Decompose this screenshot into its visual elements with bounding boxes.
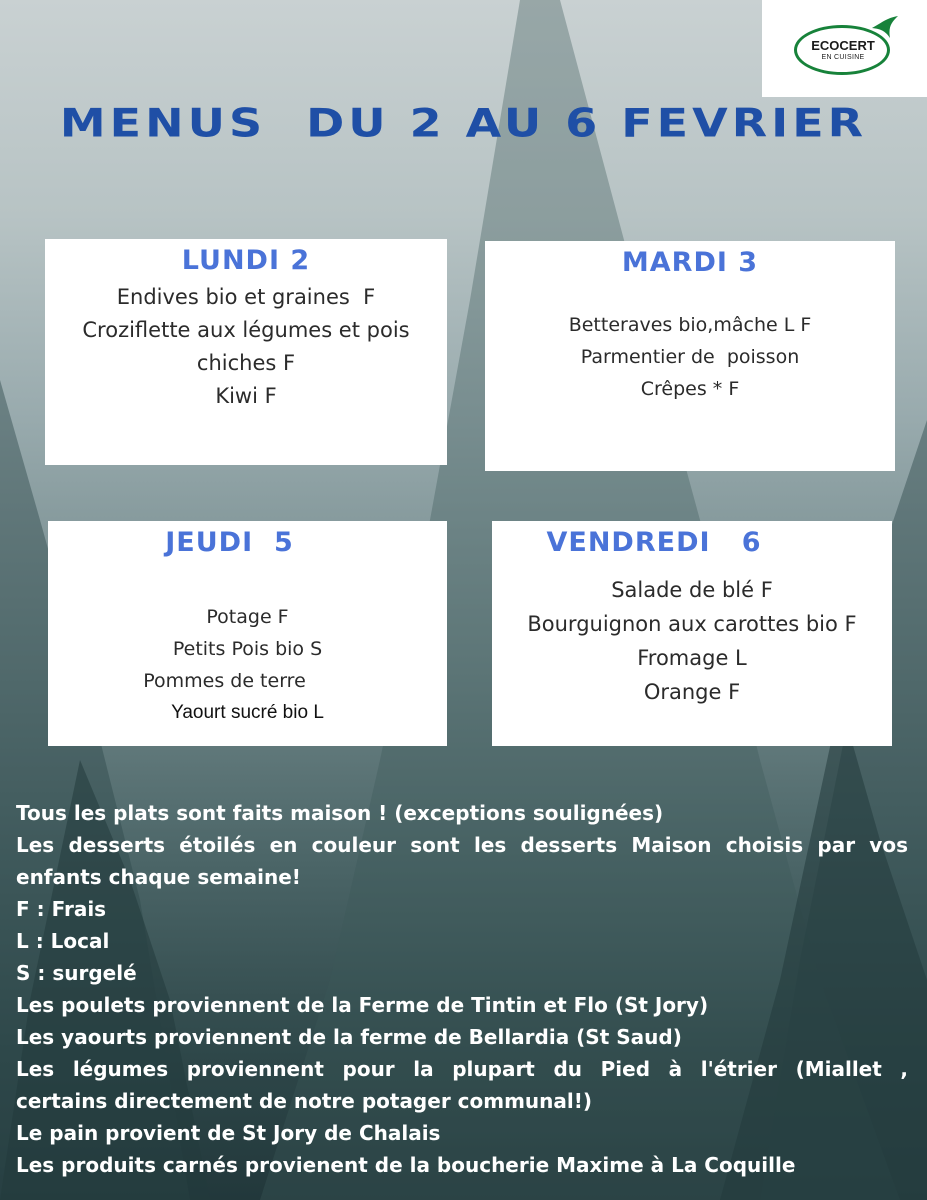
menu-item: Kiwi F (215, 384, 277, 408)
day-title: VENDREDI 6 (546, 527, 762, 558)
menu-item: Endives bio et graines F (116, 285, 376, 309)
day-title: LUNDI 2 (181, 245, 311, 276)
ecocert-logo (762, 0, 927, 97)
menu-card-tuesday (485, 241, 895, 471)
menu-item: Pommes de terre (143, 670, 306, 692)
menu-item: Orange F (643, 680, 741, 704)
note-line: Le pain provient de St Jory de Chalais (16, 1121, 441, 1145)
menu-item: Petits Pois bio S (172, 638, 323, 660)
menu-item: Yaourt sucré bio L (171, 702, 324, 723)
note-line: L : Local (16, 929, 110, 953)
menu-card-friday (492, 521, 892, 746)
note-line: certains directement de notre potager communal!) (16, 1089, 593, 1113)
note-line: Tous les plats sont faits maison ! (exceptions soulignées) (16, 801, 664, 825)
menu-item: Croziflette aux légumes et pois (82, 318, 410, 342)
menu-card-thursday (48, 521, 447, 746)
menu-item: chiches F (196, 351, 296, 375)
menu-item: Betteraves bio,mâche L F (568, 314, 812, 336)
note-line: Les légumes proviennent pour la plupart du Pied à l'étrier (Miallet , (16, 1057, 908, 1081)
note-line: Les poulets proviennent de la Ferme de Tintin et Flo (St Jory) (16, 993, 709, 1017)
menu-item: Parmentier de poisson (580, 346, 800, 368)
note-line: Les produits carnés provienent de la boucherie Maxime à La Coquille (16, 1153, 796, 1177)
menu-card-monday (45, 239, 447, 465)
note-line: enfants chaque semaine! (16, 865, 301, 889)
page-title: MENUS DU 2 AU 6 FEVRIER (59, 100, 868, 146)
note-line: S : surgelé (16, 961, 137, 985)
note-line: Les yaourts proviennent de la ferme de Bellardia (St Saud) (16, 1025, 682, 1049)
menu-item: Fromage L (637, 646, 747, 670)
note-line: Les desserts étoilés en couleur sont les desserts Maison choisis par vos (16, 833, 908, 857)
logo-subtitle: EN CUISINE (821, 54, 865, 61)
swallow-icon (870, 14, 900, 40)
logo-name: ECOCERT (811, 38, 875, 53)
notes-section (16, 797, 908, 1181)
note-line: F : Frais (16, 897, 107, 921)
menu-item: Salade de blé F (611, 578, 773, 602)
menu-item: Bourguignon aux carottes bio F (527, 612, 857, 636)
menu-item: Potage F (206, 606, 289, 628)
day-title: MARDI 3 (621, 247, 759, 278)
day-title: JEUDI 5 (165, 527, 294, 558)
menu-item: Crêpes * F (640, 378, 740, 400)
